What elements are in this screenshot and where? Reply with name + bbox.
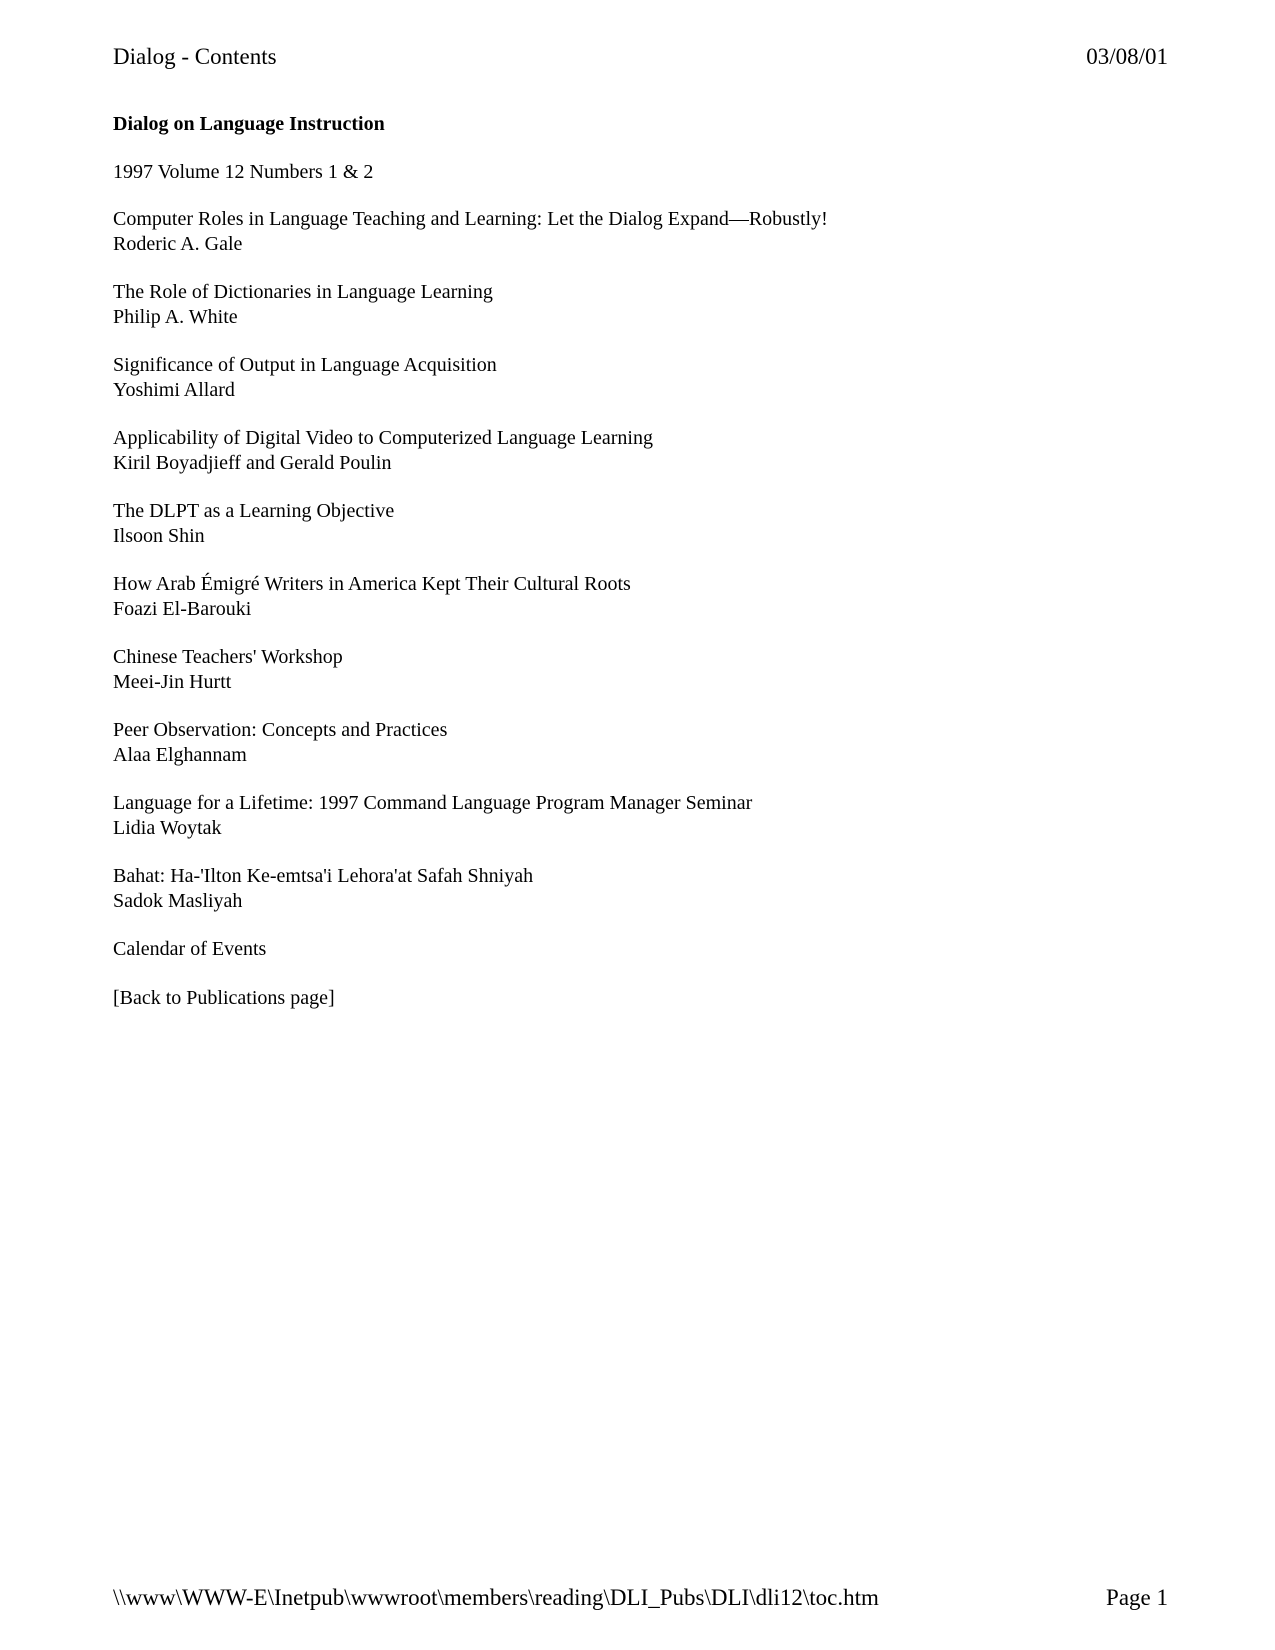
page-header-date: 03/08/01 — [1086, 44, 1168, 69]
page-footer-number: Page 1 — [1106, 1585, 1168, 1610]
publication-title: Dialog on Language Instruction — [113, 113, 385, 135]
toc-entry — [113, 645, 1173, 695]
entry-title-link[interactable]: How Arab Émigré Writers in America Kept Their Cultural Roots — [113, 573, 631, 595]
entry-author: Roderic A. Gale — [113, 233, 243, 255]
entry-title-link[interactable]: Language for a Lifetime: 1997 Command Language Program Manager Seminar — [113, 792, 753, 814]
toc-entry — [113, 864, 1173, 914]
toc-entry — [113, 572, 1173, 622]
entry-author: Kiril Boyadjieff and Gerald Poulin — [113, 452, 392, 474]
back-to-publications-link[interactable]: [Back to Publications page] — [113, 987, 335, 1009]
issue-info: 1997 Volume 12 Numbers 1 & 2 — [113, 161, 374, 183]
entry-author: Sadok Masliyah — [113, 890, 243, 912]
entry-title-link[interactable]: Applicability of Digital Video to Computerized Language Learning — [113, 427, 653, 449]
page-header-title: Dialog - Contents — [113, 44, 277, 69]
entry-author: Ilsoon Shin — [113, 525, 205, 547]
entry-title-link[interactable]: Bahat: Ha-'Ilton Ke-emtsa'i Lehora'at Safah Shniyah — [113, 865, 534, 887]
entry-title-link[interactable]: The DLPT as a Learning Objective — [113, 500, 395, 522]
page-footer-path: \\www\WWW-E\Inetpub\wwwroot\members\reading\DLI_Pubs\DLI\dli12\toc.htm — [113, 1585, 879, 1610]
entry-author: Foazi El-Barouki — [113, 598, 252, 620]
entry-title-link[interactable]: Peer Observation: Concepts and Practices — [113, 719, 448, 741]
entry-author: Lidia Woytak — [113, 817, 222, 839]
entry-author: Yoshimi Allard — [113, 379, 235, 401]
entry-author: Meei-Jin Hurtt — [113, 671, 232, 693]
entry-title-link[interactable]: Computer Roles in Language Teaching and Learning: Let the Dialog Expand—Robustly! — [113, 208, 828, 230]
calendar-of-events-link[interactable]: Calendar of Events — [113, 938, 267, 960]
table-of-contents — [113, 111, 1173, 1011]
toc-entry — [113, 353, 1173, 403]
toc-entry — [113, 207, 1173, 257]
entry-title-link[interactable]: Significance of Output in Language Acquisition — [113, 354, 497, 376]
toc-entry — [113, 280, 1173, 330]
toc-entry — [113, 499, 1173, 549]
toc-entry — [113, 426, 1173, 476]
entry-author: Alaa Elghannam — [113, 744, 247, 766]
toc-entry — [113, 718, 1173, 768]
toc-entry — [113, 791, 1173, 841]
entry-title-link[interactable]: The Role of Dictionaries in Language Learning — [113, 281, 493, 303]
entry-author: Philip A. White — [113, 306, 238, 328]
entry-title-link[interactable]: Chinese Teachers' Workshop — [113, 646, 343, 668]
